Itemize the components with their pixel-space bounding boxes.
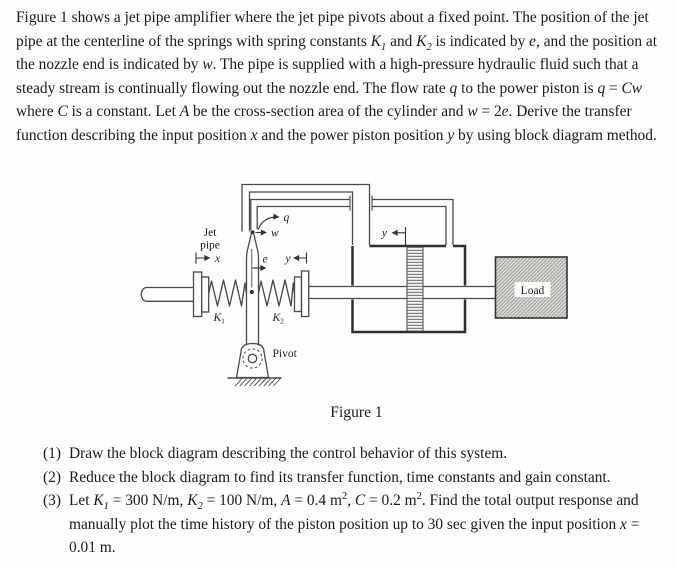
question-marker: (3): [43, 492, 61, 510]
left-flange-outer: [194, 272, 202, 317]
label-pivot: Pivot: [272, 348, 297, 360]
right-flange-outer: [302, 271, 309, 317]
question-marker: (1): [43, 445, 61, 462]
spring-k2: [259, 280, 295, 306]
pipe-crossing-break-ticks: [350, 196, 372, 211]
pipe-right-circuit-seg1-outer: [251, 200, 350, 231]
question-text: Reduce the block diagram to find its transfer function, time constants and gain constant.: [69, 468, 611, 486]
figure-1: [0, 173, 677, 399]
load-label: Load: [520, 284, 545, 297]
label-y-piston: y: [381, 227, 387, 240]
label-jet-pipe-line1: Jet: [203, 227, 217, 239]
label-e: e: [262, 253, 268, 266]
label-x: x: [215, 253, 221, 265]
rod-to-piston: [309, 287, 407, 299]
rod-to-load: [423, 287, 496, 299]
label-k1: $K_1$: [213, 312, 225, 326]
label-y-spring: y: [285, 253, 291, 265]
figure-1-diagram: [0, 173, 677, 399]
question-item: [43, 466, 665, 490]
nozzle-point: [251, 230, 255, 234]
right-flange-inner: [295, 277, 302, 312]
question-list: [43, 442, 665, 560]
input-rod: [141, 288, 193, 302]
label-jet-pipe-line2: pipe: [200, 239, 220, 252]
load-box: [496, 257, 568, 318]
centerline-point-e: [250, 290, 254, 294]
pivot-pin: [248, 354, 256, 362]
question-text: Let $K_1 = 300$ N/m, $K_2 = 100$ N/m, A = 0.4 $m^2$, C = 0.2 $m^2$. Find the total output response and manually plot the time history of the piston position up to 30 sec given the input position x = 0.01 m.: [69, 491, 640, 557]
figure-caption: Figure 1: [330, 404, 383, 421]
measurement-arrows: [196, 217, 406, 268]
piston: [407, 247, 423, 331]
pivot-pin-dashed-circle: [243, 349, 262, 368]
input-rod-assembly: [141, 272, 208, 317]
question-item: [43, 442, 665, 466]
label-w: w: [271, 227, 279, 240]
problem-statement: Figure 1 shows a jet pipe amplifier where the jet pipe pivots about a fixed point. The position of the jet pipe at the centerline of the springs with spring constants $K_1$ and $K_2$ is indicated by e, and the position at the nozzle end is indicated by w. The pipe is supplied with a high-pressure hydraulic fluid such that a steady stream is continually flowing out the nozzle end. The flow rate q to the power piston is q = Cw where C is a constant. Let A be the cross-section area of the cylinder and w = 2e. Derive the transfer function describing the input position x and the power piston position y by using block diagram method.: [16, 9, 657, 144]
label-q: q: [283, 212, 290, 224]
question-item: [43, 489, 665, 560]
jet-pipe: [247, 230, 259, 345]
left-flange-inner: [202, 277, 209, 312]
y-spring-arrow: [294, 253, 307, 264]
x-arrow: [196, 253, 210, 264]
y-piston-arrow: [393, 227, 406, 245]
spring-k1: [209, 280, 247, 306]
pipe-left-circuit-outer: [242, 185, 370, 246]
question-text: Draw the block diagram describing the control behavior of this system.: [69, 445, 508, 462]
ground-hatch: [235, 378, 280, 386]
label-k2: $K_2$: [272, 312, 284, 326]
question-marker: (2): [43, 468, 61, 486]
